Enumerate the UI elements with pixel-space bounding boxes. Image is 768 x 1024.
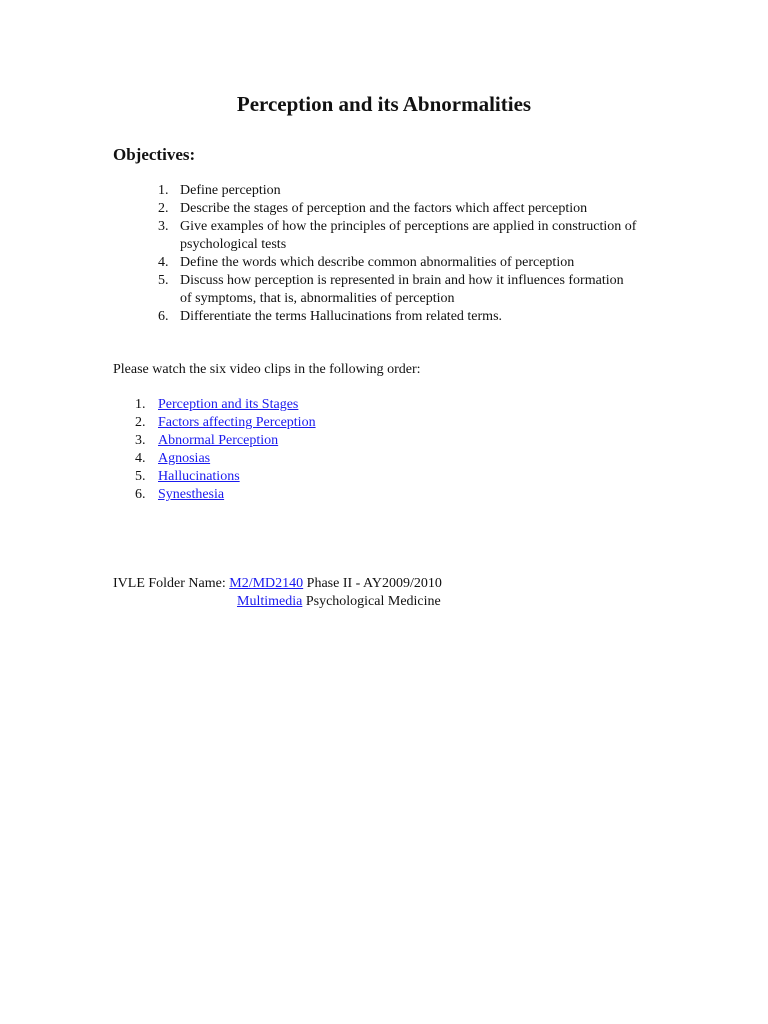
objective-number: 1. <box>158 183 169 198</box>
video-link-factors-affecting[interactable]: Factors affecting Perception <box>158 415 316 430</box>
objective-item <box>158 272 638 308</box>
objective-number: 6. <box>158 309 169 324</box>
folder-subject-text: Psychological Medicine <box>302 594 441 609</box>
video-link-hallucinations[interactable]: Hallucinations <box>158 469 240 484</box>
folder-phase-text: Phase II - AY2009/2010 <box>303 576 442 591</box>
video-number: 2. <box>135 415 146 430</box>
video-link-agnosias[interactable]: Agnosias <box>158 451 211 466</box>
objective-item <box>158 182 638 200</box>
video-link-abnormal-perception[interactable]: Abnormal Perception <box>158 433 279 448</box>
objectives-list <box>158 182 638 326</box>
objective-item <box>158 308 638 326</box>
folder-name-line-2 <box>237 593 441 611</box>
video-number: 5. <box>135 469 146 484</box>
folder-link-multimedia[interactable]: Multimedia <box>237 594 303 609</box>
video-number: 6. <box>135 487 146 502</box>
objective-item <box>158 254 638 272</box>
objectives-heading: Objectives: <box>113 145 196 164</box>
video-link-synesthesia[interactable]: Synesthesia <box>158 487 225 502</box>
objective-text: Discuss how perception is represented in brain and how it influences formation of symptoms, that is, abnormalities of perception <box>180 273 624 306</box>
objective-item <box>158 218 638 254</box>
video-number: 4. <box>135 451 146 466</box>
objective-text: Give examples of how the principles of perceptions are applied in construction of psychological tests <box>180 219 637 252</box>
objective-number: 2. <box>158 201 169 216</box>
video-clip-list <box>135 396 316 504</box>
objective-number: 3. <box>158 219 169 234</box>
objective-text: Differentiate the terms Hallucinations from related terms. <box>180 309 503 324</box>
page-title: Perception and its Abnormalities <box>236 92 532 116</box>
objective-text: Describe the stages of perception and the factors which affect perception <box>180 201 588 216</box>
video-intro-text: Please watch the six video clips in the following order: <box>113 362 421 377</box>
folder-name-line <box>113 575 442 593</box>
objective-number: 5. <box>158 273 169 288</box>
objective-number: 4. <box>158 255 169 270</box>
folder-label: IVLE Folder Name: <box>113 576 226 591</box>
video-list-item <box>135 432 316 450</box>
objective-item <box>158 200 638 218</box>
video-number: 3. <box>135 433 146 448</box>
video-list-item <box>135 486 316 504</box>
video-list-item <box>135 450 316 468</box>
video-list-item <box>135 396 316 414</box>
video-link-perception-stages[interactable]: Perception and its Stages <box>158 397 299 412</box>
folder-link-m2-md2140[interactable]: M2/MD2140 <box>229 576 304 591</box>
video-list-item <box>135 468 316 486</box>
video-list-item <box>135 414 316 432</box>
video-number: 1. <box>135 397 146 412</box>
objective-text: Define the words which describe common abnormalities of perception <box>180 255 575 270</box>
objective-text: Define perception <box>180 183 281 198</box>
